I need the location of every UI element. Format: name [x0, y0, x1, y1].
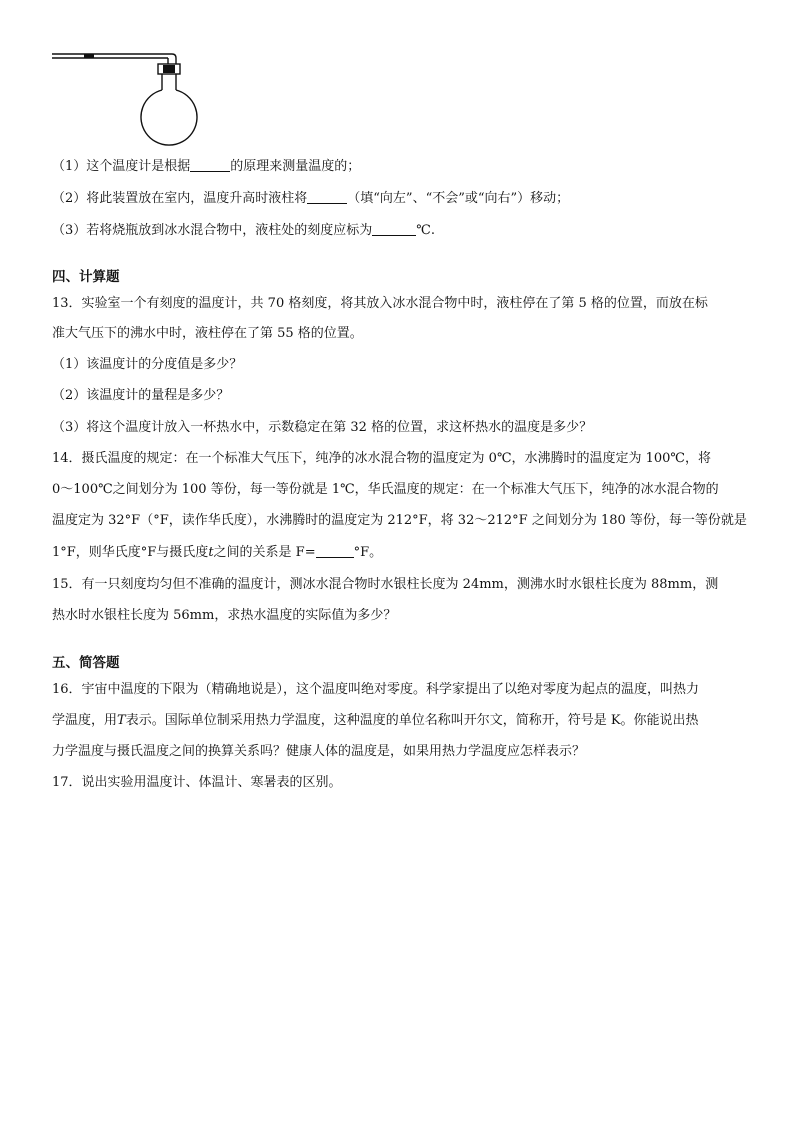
answer-blank[interactable]: [372, 221, 416, 236]
q14-line4-text: 1°F，则华氏度°F与摄氏度: [52, 545, 209, 560]
q12-part3-prefix: （3）若将烧瓶放到冰水混合物中，液柱处的刻度应标为: [52, 223, 373, 238]
q12-part1-suffix: 的原理来测量温度的；: [230, 159, 361, 174]
q14-line4-unit: °F。: [353, 545, 383, 560]
section4-heading: 四、计算题: [52, 269, 120, 285]
answer-blank[interactable]: [316, 543, 354, 558]
q14-line4-text: 之间的关系是 F=: [213, 545, 316, 560]
q12-part1-prefix: （1）这个温度计是根据: [52, 159, 191, 174]
q16-line2-text: 表示。国际单位制采用热力学温度，这种温度的单位名称叫开尔文，简称开，符号是 K。你能说出热: [125, 713, 699, 728]
q13-sub3: （3）将这个温度计放入一杯热水中，示数稳定在第 32 格的位置，求这杯热水的温度是多少？: [52, 420, 593, 435]
q16-line2: [52, 711, 699, 731]
q13-line2: 准大气压下的沸水中时，液柱停在了第 55 格的位置。: [52, 326, 363, 341]
q16-line3: 力学温度与摄氏温度之间的换算关系吗？健康人体的温度是，如果用热力学温度应怎样表示？: [52, 744, 586, 759]
q14-line2: 0～100℃之间划分为 100 等份，每一等份就是 1℃，华氏温度的规定：在一个标准大气压下，纯净的冰水混合物的: [52, 482, 719, 497]
q12-part3-suffix: ℃.: [416, 223, 435, 238]
answer-blank[interactable]: [190, 157, 230, 172]
q12-part2-prefix: （2）将此装置放在室内，温度升高时液柱将: [52, 191, 308, 206]
q12-part3: [52, 221, 435, 241]
q16-line2-text: 学温度，用: [52, 713, 118, 728]
q15-line1: 15．有一只刻度均匀但不准确的温度计，测冰水混合物时水银柱长度为 24mm，测沸水时水银柱长度为 88mm，测: [52, 577, 719, 592]
q14-line3: 温度定为 32°F（°F，读作华氏度），水沸腾时的温度定为 212°F，将 32～212°F 之间划分为 180 等份，每一等份就是: [52, 513, 747, 528]
q15-line2: 热水时水银柱长度为 56mm，求热水温度的实际值为多少？: [52, 608, 397, 623]
section5-heading: 五、简答题: [52, 655, 120, 671]
q17-line: 17．说出实验用温度计、体温计、寒暑表的区别。: [52, 775, 342, 790]
q12-part1: [52, 157, 360, 177]
variable-T: T: [117, 713, 126, 728]
q13-line1: 13．实验室一个有刻度的温度计，共 70 格刻度，将其放入冰水混合物中时，液柱停在了第 5 格的位置，而放在标: [52, 296, 708, 311]
q14-line4: [52, 543, 382, 563]
answer-blank[interactable]: [307, 189, 347, 204]
q13-sub1: （1）该温度计的分度值是多少？: [52, 357, 243, 372]
flask-thermometer-figure: [48, 44, 208, 154]
q12-part2: [52, 189, 569, 209]
q12-part2-suffix: （填“向左”、“不会”或“向右”）移动；: [347, 191, 570, 206]
q13-sub2: （2）该温度计的量程是多少？: [52, 388, 230, 403]
variable-t: t: [208, 545, 214, 560]
q16-line1: 16．宇宙中温度的下限为（精确地说是），这个温度叫绝对零度。科学家提出了以绝对零度为起点的温度，叫热力: [52, 682, 700, 697]
q14-line1: 14．摄氏温度的规定：在一个标准大气压下，纯净的冰水混合物的温度定为 0℃，水沸腾时的温度定为 100℃，将: [52, 451, 711, 466]
